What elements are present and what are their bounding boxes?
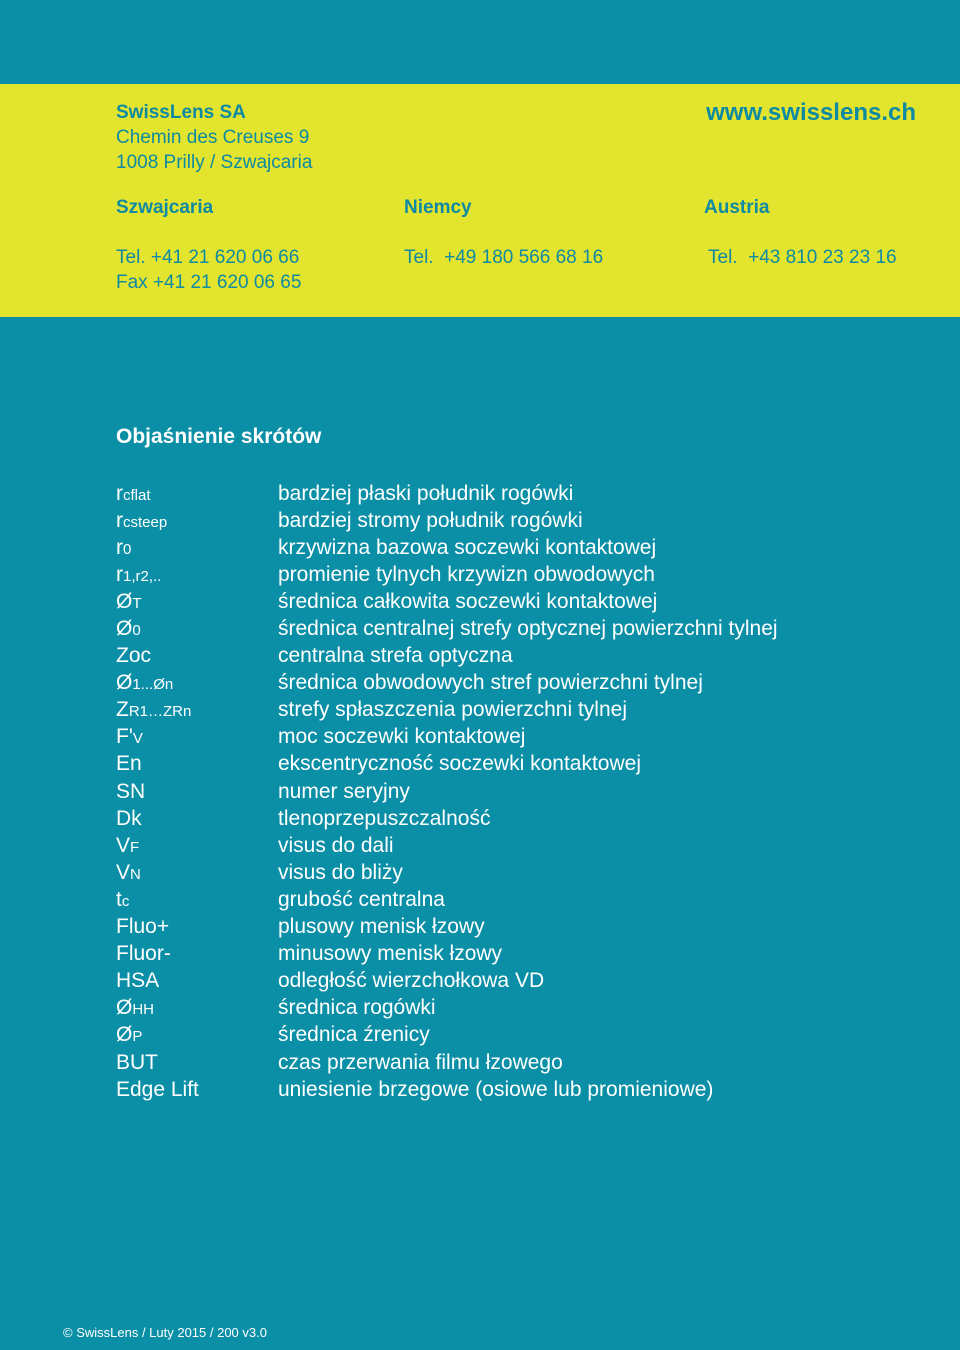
- office-contact-switzerland: Tel. +41 21 620 06 66 Fax +41 21 620 06 65: [116, 247, 302, 293]
- abbreviation-description: średnica całkowita soczewki kontaktowej: [278, 589, 658, 613]
- office-country-germany: Niemcy: [404, 197, 472, 218]
- abbreviation-symbol: r: [116, 535, 123, 559]
- abbreviation-description: numer seryjny: [278, 779, 410, 803]
- abbreviation-symbol: V: [116, 860, 131, 884]
- abbreviation-symbol: r: [116, 508, 123, 532]
- abbreviation-subscript: R1…ZRn: [128, 703, 192, 721]
- abbreviation-term: [116, 509, 278, 533]
- abbreviation-description: plusowy menisk łzowy: [278, 915, 485, 939]
- address-street: Chemin des Creuses 9: [116, 127, 310, 148]
- abbreviation-symbol: Ø: [116, 996, 133, 1020]
- abbreviation-description: średnica rogówki: [278, 996, 436, 1020]
- office-country-austria: Austria: [704, 197, 770, 218]
- abbreviation-subscript: c: [121, 892, 130, 910]
- office-country-switzerland: Szwajcaria: [116, 197, 214, 218]
- abbreviation-row: [116, 805, 778, 832]
- abbreviation-description: czas przerwania filmu łzowego: [278, 1050, 563, 1074]
- abbreviation-symbol: Fluo+: [116, 915, 170, 939]
- abbreviation-description: odległość wierzchołkowa VD: [278, 969, 545, 993]
- abbreviation-term: [116, 915, 278, 939]
- abbreviation-term: [116, 725, 278, 749]
- abbreviation-symbol: Ø: [116, 1023, 133, 1047]
- abbreviation-term: [116, 1051, 278, 1075]
- abbreviation-symbol: V: [116, 833, 131, 857]
- abbreviation-row: [116, 968, 778, 995]
- abbreviation-subscript: T: [132, 594, 142, 612]
- abbreviation-symbol: Z: [116, 698, 129, 722]
- abbreviation-description: centralna strefa optyczna: [278, 644, 513, 668]
- abbreviation-term: [116, 807, 278, 831]
- abbreviation-symbol: Ø: [116, 617, 133, 641]
- abbreviation-row: [116, 914, 778, 941]
- abbreviation-subscript: 0: [132, 622, 141, 640]
- abbreviation-description: grubość centralna: [278, 887, 445, 911]
- abbreviation-row: [116, 670, 778, 697]
- abbreviation-row: [116, 561, 778, 588]
- abbreviation-subscript: 1,r2,..: [123, 567, 162, 585]
- abbreviation-term: [116, 752, 278, 776]
- abbreviation-subscript: 1...Øn: [132, 676, 174, 694]
- abbreviation-row: [116, 1022, 778, 1049]
- abbreviation-subscript: F: [130, 838, 140, 856]
- abbreviation-symbol: F': [116, 725, 133, 749]
- abbreviation-row: [116, 886, 778, 913]
- abbreviation-term: [116, 671, 278, 695]
- abbreviation-subscript: cflat: [123, 486, 151, 504]
- address-city: 1008 Prilly / Szwajcaria: [116, 152, 313, 173]
- abbreviation-symbol: r: [116, 481, 123, 505]
- abbreviation-term: [116, 888, 278, 912]
- abbreviation-description: średnica źrenicy: [278, 1023, 430, 1047]
- abbreviation-term: [116, 698, 278, 722]
- abbreviation-row: [116, 643, 778, 670]
- abbreviation-term: [116, 536, 278, 560]
- abbreviation-term: [116, 780, 278, 804]
- abbreviation-symbol: t: [116, 887, 122, 911]
- abbreviation-row: [116, 480, 778, 507]
- abbreviation-description: moc soczewki kontaktowej: [278, 725, 526, 749]
- website-link[interactable]: www.swisslens.ch: [706, 99, 916, 126]
- abbreviation-term: [116, 1023, 278, 1047]
- abbreviation-symbol: SN: [116, 779, 146, 803]
- abbreviation-symbol: En: [116, 752, 142, 776]
- abbreviation-symbol: BUT: [116, 1050, 158, 1074]
- abbreviation-term: [116, 563, 278, 587]
- abbreviation-description: bardziej stromy południk rogówki: [278, 508, 583, 532]
- abbreviation-row: [116, 995, 778, 1022]
- abbreviation-list: [116, 480, 778, 1103]
- abbreviation-term: [116, 861, 278, 885]
- abbreviation-term: [116, 942, 278, 966]
- abbreviation-symbol: Dk: [116, 806, 142, 830]
- abbreviation-description: uniesienie brzegowe (osiowe lub promieniowe): [278, 1077, 714, 1101]
- abbreviation-symbol: r: [116, 562, 123, 586]
- section-title: Objaśnienie skrótów: [116, 425, 322, 448]
- abbreviation-term: [116, 590, 278, 614]
- abbreviation-subscript: V: [132, 730, 143, 748]
- company-address: [116, 100, 312, 175]
- abbreviation-subscript: csteep: [123, 513, 168, 531]
- footer-copyright: © SwissLens / Luty 2015 / 200 v3.0: [63, 1325, 267, 1340]
- abbreviation-symbol: Ø: [116, 589, 133, 613]
- abbreviation-row: [116, 697, 778, 724]
- abbreviation-symbol: HSA: [116, 969, 160, 993]
- abbreviation-term: [116, 834, 278, 858]
- abbreviation-term: [116, 617, 278, 641]
- abbreviation-symbol: Edge Lift: [116, 1077, 199, 1101]
- abbreviation-row: [116, 832, 778, 859]
- abbreviation-description: krzywizna bazowa soczewki kontaktowej: [278, 535, 657, 559]
- abbreviation-row: [116, 588, 778, 615]
- abbreviation-row: [116, 778, 778, 805]
- abbreviation-description: średnica centralnej strefy optycznej powierzchni tylnej: [278, 617, 778, 641]
- abbreviation-description: średnica obwodowych stref powierzchni tylnej: [278, 671, 703, 695]
- abbreviation-symbol: Ø: [116, 671, 133, 695]
- abbreviation-description: minusowy menisk łzowy: [278, 942, 503, 966]
- company-name: SwissLens SA: [116, 102, 246, 123]
- abbreviation-description: promienie tylnych krzywizn obwodowych: [278, 562, 655, 586]
- abbreviation-description: strefy spłaszczenia powierzchni tylnej: [278, 698, 627, 722]
- abbreviation-description: visus do bliży: [278, 860, 403, 884]
- abbreviation-description: tlenoprzepuszczalność: [278, 806, 491, 830]
- abbreviation-term: [116, 1078, 278, 1102]
- abbreviation-row: [116, 534, 778, 561]
- abbreviation-row: [116, 1049, 778, 1076]
- abbreviation-symbol: Zoc: [116, 644, 152, 668]
- abbreviation-term: [116, 482, 278, 506]
- abbreviation-subscript: HH: [132, 1001, 155, 1019]
- abbreviation-row: [116, 724, 778, 751]
- abbreviation-row: [116, 859, 778, 886]
- abbreviation-row: [116, 615, 778, 642]
- abbreviation-description: bardziej płaski południk rogówki: [278, 481, 574, 505]
- abbreviation-term: [116, 969, 278, 993]
- abbreviation-description: visus do dali: [278, 833, 394, 857]
- abbreviation-row: [116, 751, 778, 778]
- office-contact-germany: Tel. +49 180 566 68 16: [404, 247, 604, 268]
- office-contact-austria: Tel. +43 810 23 23 16: [708, 247, 897, 268]
- abbreviation-subscript: 0: [123, 540, 132, 558]
- abbreviation-term: [116, 644, 278, 668]
- abbreviation-subscript: N: [130, 865, 141, 883]
- abbreviation-description: ekscentryczność soczewki kontaktowej: [278, 752, 641, 776]
- abbreviation-symbol: Fluor-: [116, 942, 171, 966]
- abbreviation-term: [116, 996, 278, 1020]
- abbreviation-row: [116, 507, 778, 534]
- abbreviation-subscript: P: [132, 1028, 143, 1046]
- abbreviation-row: [116, 1076, 778, 1103]
- abbreviation-row: [116, 941, 778, 968]
